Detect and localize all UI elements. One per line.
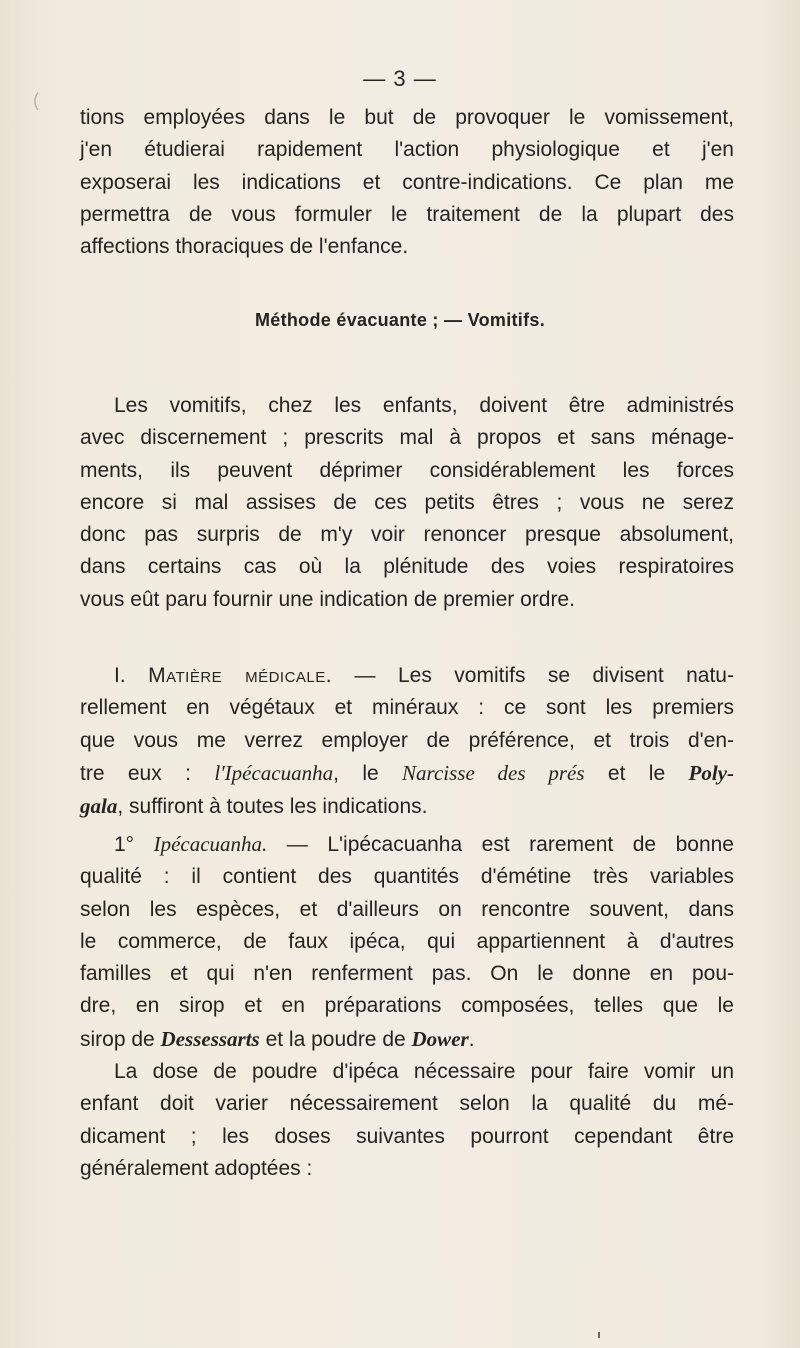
term-narcisse: Narcisse des prés <box>402 760 585 785</box>
term-polygala: Poly- <box>688 760 734 785</box>
text-line <box>80 1023 734 1056</box>
text-line: La dose de poudre d'ipéca nécessaire pour faire vomir un <box>114 1060 734 1084</box>
vomitifs-paragraph <box>80 390 734 616</box>
item-number: 1° <box>114 833 154 856</box>
ink-speck <box>598 1332 600 1338</box>
text-fragment: . <box>468 1027 475 1051</box>
text-line: généralement adoptées : <box>80 1156 313 1180</box>
text-fragment: tre eux : <box>80 761 215 785</box>
text-line: enfant doit varier nécessairement selon la qualité du mé- <box>80 1092 734 1116</box>
term-dower: Dower <box>411 1026 469 1051</box>
section-number: I. <box>114 664 149 687</box>
text-line: dans certains cas où la plénitude des voies respiratoires <box>80 555 734 579</box>
text-fragment: et le <box>584 761 689 785</box>
term-polygala-end: gala <box>80 794 118 819</box>
text-line: Les vomitifs, chez les enfants, doivent être administrés <box>114 394 734 417</box>
text-line <box>80 790 734 823</box>
text-line: ments, ils peuvent déprimer considérablement les forces <box>80 458 734 482</box>
text-line: dre, en sirop et en préparations composées, telles que le <box>80 994 734 1018</box>
term-dessessarts: Dessessarts <box>160 1026 260 1051</box>
text-fragment: — L'ipécacuanha est rarement de bonne <box>267 833 734 856</box>
text-line <box>80 757 734 790</box>
text-line: j'en étudierai rapidement l'action physiologique et j'en <box>80 138 734 162</box>
text-line: avec discernement ; prescrits mal à propos et sans ménage- <box>80 426 734 450</box>
text-line: donc pas surpris de m'y voir renoncer presque absolument, <box>80 523 734 547</box>
text-line: que vous me verrez employer de préférence, et trois d'en- <box>80 728 734 752</box>
margin-mark: ( <box>33 90 39 110</box>
text-line: encore si mal assises de ces petits êtres ; vous ne serez <box>80 490 734 514</box>
text-line: tions employées dans le but de provoquer le vomissement, <box>80 106 734 129</box>
text-fragment: , le <box>333 761 403 785</box>
item-title: Ipécacuanha. <box>153 832 268 856</box>
text-line <box>80 660 734 692</box>
text-line: affections thoraciques de l'enfance. <box>80 235 409 259</box>
matiere-medicale-paragraph <box>80 660 734 823</box>
text-fragment: — Les vomitifs se divisent natu- <box>332 664 734 687</box>
text-line: rellement en végétaux et minéraux : ce sont les premiers <box>80 696 734 720</box>
text-line: dicament ; les doses suivantes pourront cependant être <box>80 1124 734 1148</box>
text-fragment: et la poudre de <box>259 1027 412 1051</box>
section-heading: Méthode évacuante ; — Vomitifs. <box>254 310 545 330</box>
text-line: permettra de vous formuler le traitement de la plupart des <box>80 202 734 226</box>
text-line <box>80 828 734 861</box>
text-line: selon les espèces, et d'ailleurs on rencontre souvent, dans <box>80 897 734 921</box>
section-title: Matière médicale. <box>148 664 333 687</box>
ipecacuanha-paragraph <box>80 828 734 1185</box>
text-line: exposerai les indications et contre-indications. Ce plan me <box>80 170 734 194</box>
text-line: vous eût paru fournir une indication de premier ordre. <box>80 587 575 611</box>
text-line: le commerce, de faux ipéca, qui appartiennent à d'autres <box>80 929 734 953</box>
text-line: qualité : il contient des quantités d'émétine très variables <box>80 865 734 889</box>
text-fragment: sirop de <box>80 1027 161 1051</box>
text-line: familles et qui n'en renferment pas. On le donne en pou- <box>80 962 734 986</box>
intro-paragraph <box>80 102 734 263</box>
term-ipecacuanha: l'Ipécacuanha <box>214 760 334 785</box>
page-number: — 3 — <box>363 66 437 91</box>
text-fragment: , suffiront à toutes les indications. <box>117 795 428 819</box>
